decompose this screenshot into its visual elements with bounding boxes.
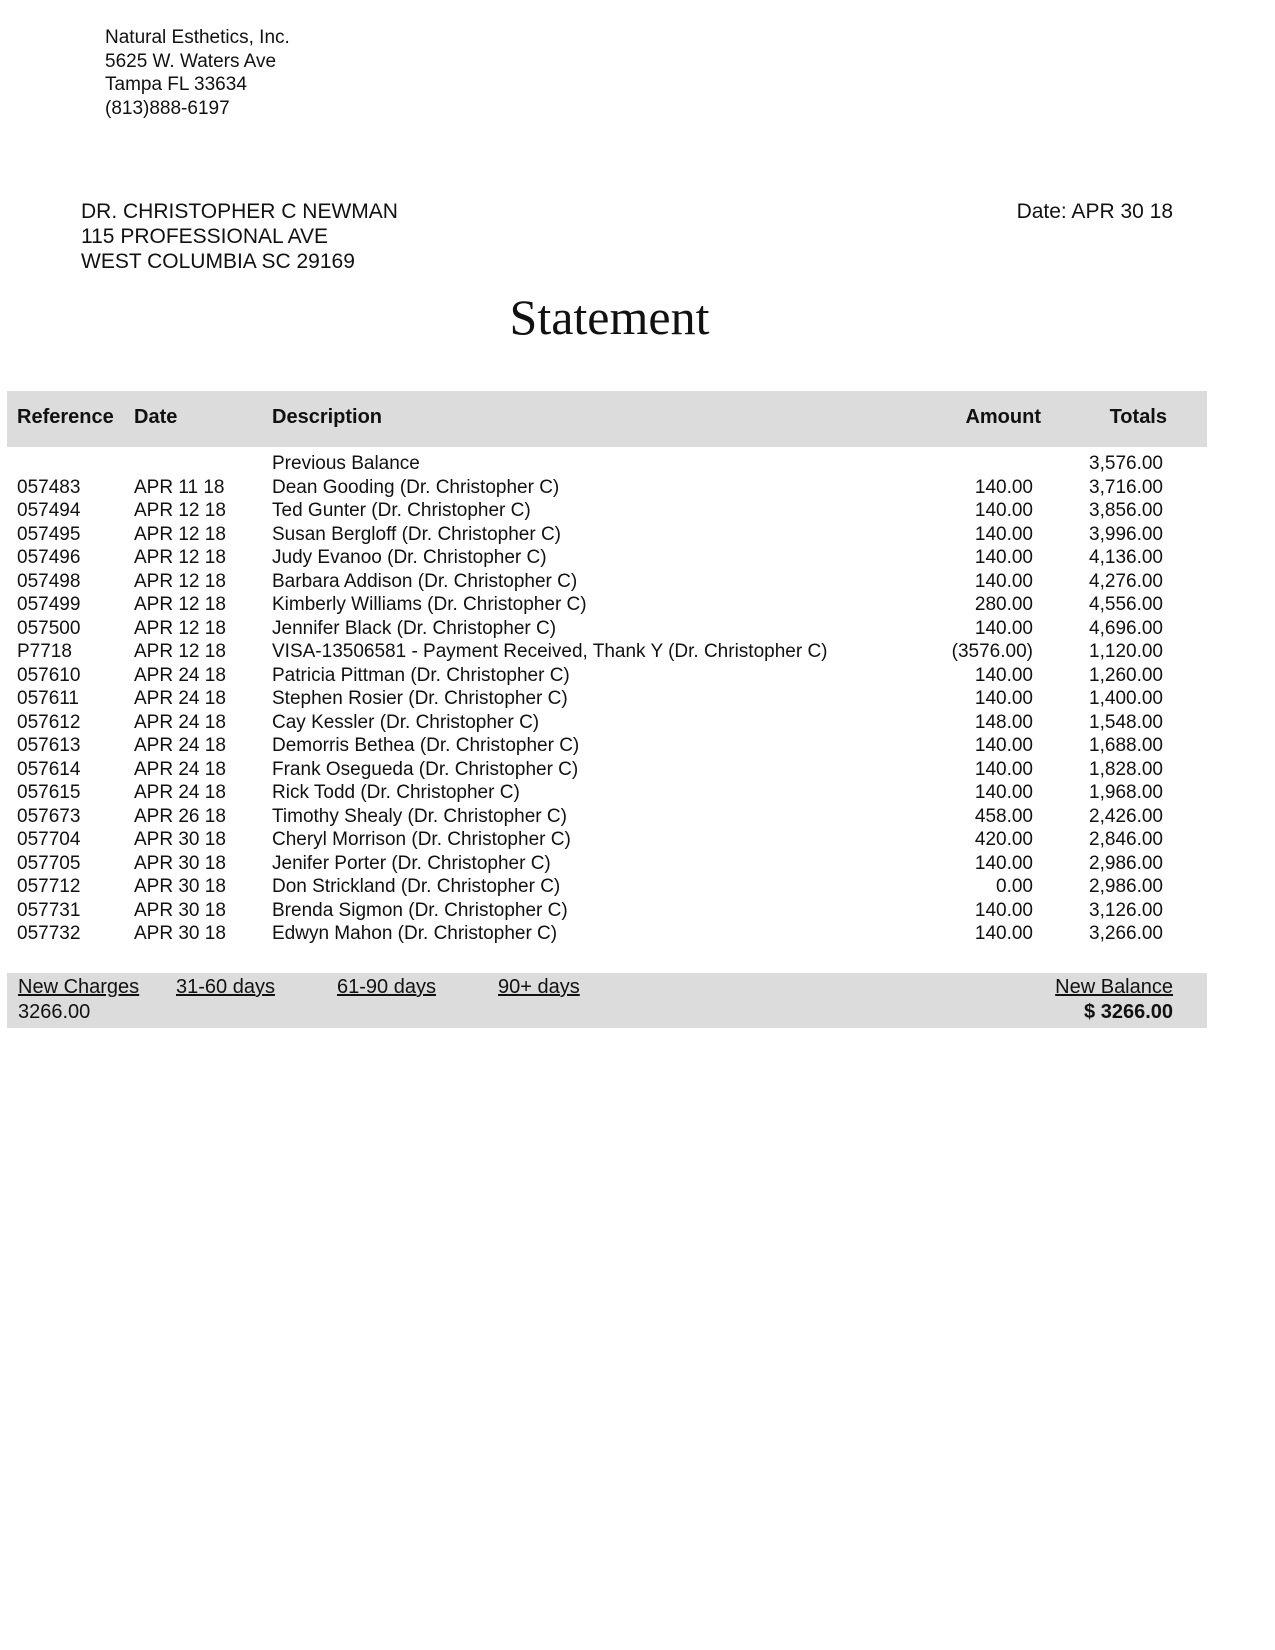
cell-amount: 140.00 xyxy=(974,500,1033,521)
cell-description: Frank Osegueda (Dr. Christopher C) xyxy=(272,758,579,780)
column-header-amount: Amount xyxy=(965,406,1041,428)
table-row xyxy=(0,617,1275,641)
sender-address xyxy=(105,26,290,120)
cell-reference: 057732 xyxy=(17,923,81,944)
recipient-street: 115 PROFESSIONAL AVE xyxy=(81,225,329,248)
cell-reference: 057613 xyxy=(17,735,81,756)
cell-amount: 140.00 xyxy=(974,782,1033,803)
column-header-totals: Totals xyxy=(1109,406,1167,428)
column-header-date: Date xyxy=(134,406,178,428)
column-header-reference: Reference xyxy=(17,406,114,428)
table-row xyxy=(0,664,1275,688)
table-row xyxy=(0,452,1275,476)
cell-reference: 057612 xyxy=(17,711,81,733)
cell-description: Demorris Bethea (Dr. Christopher C) xyxy=(272,735,580,756)
cell-description: Cay Kessler (Dr. Christopher C) xyxy=(272,711,540,733)
page-title: Statement xyxy=(509,289,710,345)
cell-amount: 140.00 xyxy=(974,547,1033,568)
cell-total: 3,266.00 xyxy=(1089,923,1163,944)
cell-total: 2,846.00 xyxy=(1089,829,1163,850)
cell-reference: 057731 xyxy=(17,899,81,921)
cell-amount: 280.00 xyxy=(974,594,1033,615)
aging-61-90-label: 61-90 days xyxy=(337,976,436,998)
cell-date: APR 24 18 xyxy=(134,711,226,733)
cell-reference: 057673 xyxy=(17,805,81,827)
cell-description: Patricia Pittman (Dr. Christopher C) xyxy=(272,664,570,686)
cell-amount: 140.00 xyxy=(974,523,1033,545)
cell-total: 2,426.00 xyxy=(1089,805,1163,827)
cell-description: Barbara Addison (Dr. Christopher C) xyxy=(272,570,578,592)
cell-description: Kimberly Williams (Dr. Christopher C) xyxy=(272,594,587,615)
cell-date: APR 12 18 xyxy=(134,500,226,521)
new-charges-label: New Charges xyxy=(18,976,140,998)
new-balance-value: $ 3266.00 xyxy=(1084,1001,1173,1023)
table-row xyxy=(0,781,1275,805)
cell-reference: 057712 xyxy=(17,876,81,897)
cell-amount: 140.00 xyxy=(974,688,1033,709)
cell-description: Timothy Shealy (Dr. Christopher C) xyxy=(272,805,567,827)
cell-total: 4,276.00 xyxy=(1089,570,1163,592)
cell-reference: 057496 xyxy=(17,547,81,568)
cell-date: APR 12 18 xyxy=(134,523,226,545)
cell-description: Rick Todd (Dr. Christopher C) xyxy=(272,782,520,803)
cell-total: 1,688.00 xyxy=(1089,735,1163,756)
sender-phone: (813)888-6197 xyxy=(105,97,230,119)
aging-31-60-label: 31-60 days xyxy=(176,976,275,998)
cell-reference: 057498 xyxy=(17,570,81,592)
cell-date: APR 24 18 xyxy=(134,664,226,686)
sender-city: Tampa FL 33634 xyxy=(105,74,247,95)
cell-total: 1,548.00 xyxy=(1089,711,1163,733)
cell-date: APR 30 18 xyxy=(134,923,226,944)
table-row xyxy=(0,734,1275,758)
cell-description: Dean Gooding (Dr. Christopher C) xyxy=(272,476,560,498)
cell-amount: (3576.00) xyxy=(951,641,1033,662)
sender-street: 5625 W. Waters Ave xyxy=(105,50,277,72)
cell-total: 3,996.00 xyxy=(1089,523,1163,545)
cell-reference: 057614 xyxy=(17,758,81,780)
cell-total: 4,556.00 xyxy=(1089,594,1163,615)
cell-date: APR 24 18 xyxy=(134,735,226,756)
cell-description: Susan Bergloff (Dr. Christopher C) xyxy=(272,523,561,545)
table-row xyxy=(0,852,1275,876)
cell-total: 3,126.00 xyxy=(1089,899,1163,921)
table-row xyxy=(0,476,1275,500)
cell-amount: 458.00 xyxy=(974,805,1033,827)
cell-date: APR 24 18 xyxy=(134,758,226,780)
cell-amount: 140.00 xyxy=(974,852,1033,874)
column-header-description: Description xyxy=(272,406,383,428)
cell-date: APR 12 18 xyxy=(134,547,226,568)
table-row xyxy=(0,499,1275,523)
cell-total: 1,400.00 xyxy=(1089,688,1163,709)
cell-date: APR 24 18 xyxy=(134,782,226,803)
cell-total: 3,576.00 xyxy=(1089,453,1163,474)
table-row xyxy=(0,687,1275,711)
cell-reference: P7718 xyxy=(17,641,72,662)
table-row xyxy=(0,711,1275,735)
cell-reference: 057615 xyxy=(17,782,81,803)
cell-description: Edwyn Mahon (Dr. Christopher C) xyxy=(272,923,558,944)
cell-reference: 057704 xyxy=(17,829,81,850)
table-row xyxy=(0,523,1275,547)
table-row xyxy=(0,570,1275,594)
table-row xyxy=(0,546,1275,570)
cell-total: 3,716.00 xyxy=(1089,476,1163,498)
cell-total: 1,828.00 xyxy=(1089,758,1163,780)
cell-amount: 140.00 xyxy=(974,617,1033,639)
new-charges-value: 3266.00 xyxy=(18,1001,91,1023)
cell-total: 2,986.00 xyxy=(1089,876,1163,897)
cell-date: APR 30 18 xyxy=(134,829,226,850)
table-row xyxy=(0,758,1275,782)
cell-date: APR 11 18 xyxy=(134,476,225,498)
cell-amount: 140.00 xyxy=(974,570,1033,592)
recipient-address xyxy=(81,199,398,274)
cell-amount: 140.00 xyxy=(974,476,1033,498)
cell-amount: 140.00 xyxy=(974,899,1033,921)
cell-total: 1,260.00 xyxy=(1089,664,1163,686)
table-row xyxy=(0,593,1275,617)
cell-date: APR 12 18 xyxy=(134,594,226,615)
cell-reference: 057494 xyxy=(17,500,81,521)
cell-total: 4,696.00 xyxy=(1089,617,1163,639)
recipient-name: DR. CHRISTOPHER C NEWMAN xyxy=(81,200,398,223)
table-row xyxy=(0,828,1275,852)
cell-description: Ted Gunter (Dr. Christopher C) xyxy=(272,500,531,521)
cell-description: Jenifer Porter (Dr. Christopher C) xyxy=(272,852,551,874)
cell-description: Judy Evanoo (Dr. Christopher C) xyxy=(272,547,547,568)
cell-amount: 0.00 xyxy=(996,876,1033,897)
cell-amount: 140.00 xyxy=(974,735,1033,756)
cell-reference: 057483 xyxy=(17,476,81,498)
cell-amount: 140.00 xyxy=(974,664,1033,686)
cell-description: Cheryl Morrison (Dr. Christopher C) xyxy=(272,829,571,850)
cell-total: 1,120.00 xyxy=(1089,641,1163,662)
transactions-table xyxy=(0,452,1275,946)
table-row xyxy=(0,922,1275,946)
cell-date: APR 12 18 xyxy=(134,570,226,592)
cell-amount: 140.00 xyxy=(974,923,1033,944)
cell-reference: 057500 xyxy=(17,617,81,639)
cell-date: APR 30 18 xyxy=(134,899,226,921)
cell-date: APR 30 18 xyxy=(134,876,226,897)
sender-name: Natural Esthetics, Inc. xyxy=(105,27,290,48)
cell-total: 1,968.00 xyxy=(1089,782,1163,803)
cell-reference: 057611 xyxy=(17,688,79,709)
cell-description: Brenda Sigmon (Dr. Christopher C) xyxy=(272,899,568,921)
aging-90-plus-label: 90+ days xyxy=(498,976,580,998)
cell-reference: 057499 xyxy=(17,594,81,615)
cell-date: APR 12 18 xyxy=(134,617,226,639)
statement-date: Date: APR 30 18 xyxy=(1016,200,1173,223)
cell-amount: 140.00 xyxy=(974,758,1033,780)
cell-description: Jennifer Black (Dr. Christopher C) xyxy=(272,617,557,639)
cell-date: APR 12 18 xyxy=(134,641,226,662)
table-row xyxy=(0,805,1275,829)
recipient-city: WEST COLUMBIA SC 29169 xyxy=(81,250,355,273)
cell-total: 2,986.00 xyxy=(1089,852,1163,874)
cell-description: VISA-13506581 - Payment Received, Thank Y (Dr. Christopher C) xyxy=(272,641,828,662)
table-row xyxy=(0,875,1275,899)
cell-reference: 057495 xyxy=(17,523,81,545)
cell-date: APR 26 18 xyxy=(134,805,226,827)
cell-description: Stephen Rosier (Dr. Christopher C) xyxy=(272,688,568,709)
new-balance-label: New Balance xyxy=(1055,976,1173,998)
cell-reference: 057610 xyxy=(17,664,81,686)
table-row xyxy=(0,899,1275,923)
cell-total: 3,856.00 xyxy=(1089,500,1163,521)
cell-total: 4,136.00 xyxy=(1089,547,1163,568)
cell-date: APR 24 18 xyxy=(134,688,226,709)
table-row xyxy=(0,640,1275,664)
cell-description: Don Strickland (Dr. Christopher C) xyxy=(272,876,561,897)
cell-date: APR 30 18 xyxy=(134,852,226,874)
cell-reference: 057705 xyxy=(17,852,81,874)
cell-amount: 420.00 xyxy=(974,829,1033,850)
cell-description: Previous Balance xyxy=(272,453,420,474)
cell-amount: 148.00 xyxy=(974,711,1033,733)
